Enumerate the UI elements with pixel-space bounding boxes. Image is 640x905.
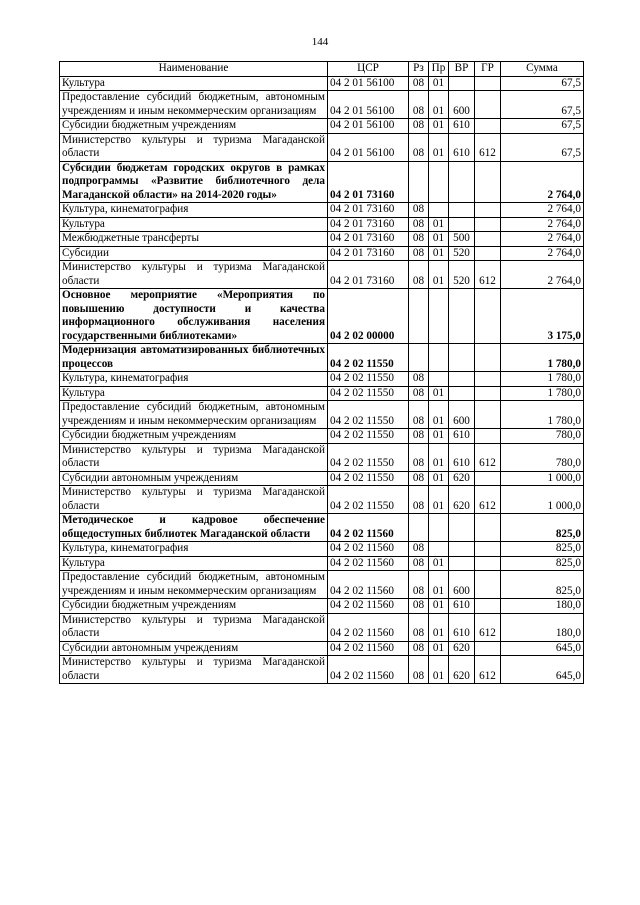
table-row — [60, 217, 584, 232]
table-row — [60, 344, 584, 372]
cell-vr: 610 — [449, 119, 475, 134]
cell-rz: 08 — [409, 76, 429, 91]
cell-pr — [429, 542, 449, 557]
table-row — [60, 76, 584, 91]
cell-sum: 1 780,0 — [501, 344, 584, 372]
cell-sum: 645,0 — [501, 641, 584, 656]
table-row — [60, 656, 584, 684]
cell-csr: 04 2 01 56100 — [328, 91, 409, 119]
cell-gr: 612 — [475, 486, 501, 514]
cell-gr — [475, 641, 501, 656]
cell-sum: 780,0 — [501, 443, 584, 471]
cell-csr: 04 2 02 11560 — [328, 613, 409, 641]
cell-vr: 600 — [449, 571, 475, 599]
cell-name: Культура — [60, 217, 328, 232]
cell-pr: 01 — [429, 217, 449, 232]
table-row — [60, 372, 584, 387]
cell-csr: 04 2 01 56100 — [328, 133, 409, 161]
cell-vr: 600 — [449, 91, 475, 119]
cell-pr: 01 — [429, 556, 449, 571]
cell-name: Министерство культуры и туризма Магаданской области — [60, 261, 328, 289]
cell-rz: 08 — [409, 599, 429, 614]
cell-rz — [409, 514, 429, 542]
cell-name: Межбюджетные трансферты — [60, 232, 328, 247]
cell-pr: 01 — [429, 571, 449, 599]
cell-vr — [449, 217, 475, 232]
cell-rz: 08 — [409, 203, 429, 218]
cell-rz: 08 — [409, 401, 429, 429]
table-row — [60, 133, 584, 161]
cell-name: Субсидии бюджетным учреждениям — [60, 119, 328, 134]
cell-rz: 08 — [409, 613, 429, 641]
cell-csr: 04 2 02 11550 — [328, 386, 409, 401]
cell-sum: 825,0 — [501, 542, 584, 557]
cell-csr: 04 2 01 73160 — [328, 203, 409, 218]
cell-gr — [475, 203, 501, 218]
cell-sum: 67,5 — [501, 76, 584, 91]
cell-csr: 04 2 02 11550 — [328, 443, 409, 471]
cell-sum: 67,5 — [501, 91, 584, 119]
cell-gr: 612 — [475, 656, 501, 684]
cell-pr: 01 — [429, 261, 449, 289]
cell-name: Министерство культуры и туризма Магаданской области — [60, 133, 328, 161]
cell-name: Модернизация автоматизированных библиотечных процессов — [60, 344, 328, 372]
cell-csr: 04 2 02 11560 — [328, 542, 409, 557]
table-row — [60, 246, 584, 261]
cell-pr — [429, 289, 449, 344]
cell-gr: 612 — [475, 133, 501, 161]
table-row — [60, 429, 584, 444]
table-row — [60, 571, 584, 599]
cell-pr: 01 — [429, 641, 449, 656]
cell-vr: 610 — [449, 133, 475, 161]
cell-rz: 08 — [409, 641, 429, 656]
cell-gr — [475, 386, 501, 401]
cell-pr — [429, 344, 449, 372]
cell-csr: 04 2 01 73160 — [328, 246, 409, 261]
cell-csr: 04 2 02 11550 — [328, 401, 409, 429]
cell-name: Основное мероприятие «Мероприятия по повышению доступности и качества информационного обслуживания населения государственными библиотеками» — [60, 289, 328, 344]
cell-vr — [449, 372, 475, 387]
cell-pr: 01 — [429, 401, 449, 429]
cell-gr — [475, 119, 501, 134]
table-row — [60, 289, 584, 344]
header-sum: Сумма — [501, 62, 584, 77]
cell-gr — [475, 344, 501, 372]
cell-sum: 645,0 — [501, 656, 584, 684]
cell-csr: 04 2 01 73160 — [328, 217, 409, 232]
cell-gr — [475, 217, 501, 232]
budget-table — [59, 61, 584, 684]
cell-sum: 825,0 — [501, 556, 584, 571]
cell-rz: 08 — [409, 471, 429, 486]
cell-rz: 08 — [409, 119, 429, 134]
cell-sum: 67,5 — [501, 119, 584, 134]
cell-sum: 2 764,0 — [501, 232, 584, 247]
header-vr: ВР — [449, 62, 475, 77]
cell-pr: 01 — [429, 119, 449, 134]
cell-csr: 04 2 02 11550 — [328, 372, 409, 387]
cell-rz: 08 — [409, 443, 429, 471]
cell-csr: 04 2 02 11550 — [328, 344, 409, 372]
cell-sum: 1 780,0 — [501, 372, 584, 387]
cell-name: Культура — [60, 386, 328, 401]
table-row — [60, 161, 584, 203]
header-rz: Рз — [409, 62, 429, 77]
header-csr: ЦСР — [328, 62, 409, 77]
cell-gr — [475, 246, 501, 261]
cell-vr: 620 — [449, 486, 475, 514]
table-row — [60, 119, 584, 134]
cell-sum: 2 764,0 — [501, 217, 584, 232]
cell-rz: 08 — [409, 556, 429, 571]
cell-gr — [475, 232, 501, 247]
table-row — [60, 203, 584, 218]
cell-gr — [475, 542, 501, 557]
cell-pr: 01 — [429, 471, 449, 486]
cell-vr — [449, 203, 475, 218]
cell-name: Субсидии автономным учреждениям — [60, 471, 328, 486]
cell-rz: 08 — [409, 91, 429, 119]
cell-vr — [449, 514, 475, 542]
cell-name: Предоставление субсидий бюджетным, автономным учреждениям и иным некоммерческим организациям — [60, 91, 328, 119]
cell-name: Культура — [60, 76, 328, 91]
cell-gr — [475, 161, 501, 203]
cell-vr — [449, 386, 475, 401]
table-row — [60, 599, 584, 614]
cell-vr: 620 — [449, 471, 475, 486]
table-row — [60, 232, 584, 247]
cell-rz: 08 — [409, 571, 429, 599]
cell-rz — [409, 161, 429, 203]
cell-name: Министерство культуры и туризма Магаданской области — [60, 486, 328, 514]
table-row — [60, 556, 584, 571]
table-row — [60, 641, 584, 656]
cell-gr: 612 — [475, 443, 501, 471]
page-number: 144 — [311, 36, 329, 48]
cell-pr: 01 — [429, 613, 449, 641]
cell-csr: 04 2 01 56100 — [328, 119, 409, 134]
cell-vr: 620 — [449, 641, 475, 656]
cell-name: Методическое и кадровое обеспечение общедоступных библиотек Магаданской области — [60, 514, 328, 542]
cell-gr — [475, 471, 501, 486]
cell-rz: 08 — [409, 246, 429, 261]
cell-vr — [449, 161, 475, 203]
table-row — [60, 514, 584, 542]
cell-pr: 01 — [429, 656, 449, 684]
cell-name: Субсидии бюджетным учреждениям — [60, 599, 328, 614]
cell-name: Культура, кинематография — [60, 542, 328, 557]
table-body — [60, 76, 584, 684]
cell-vr: 500 — [449, 232, 475, 247]
header-gr: ГР — [475, 62, 501, 77]
cell-gr — [475, 429, 501, 444]
cell-gr: 612 — [475, 261, 501, 289]
cell-vr: 610 — [449, 613, 475, 641]
cell-gr — [475, 76, 501, 91]
cell-gr — [475, 372, 501, 387]
cell-rz: 08 — [409, 656, 429, 684]
cell-sum: 2 764,0 — [501, 246, 584, 261]
cell-pr: 01 — [429, 232, 449, 247]
cell-csr: 04 2 02 11560 — [328, 571, 409, 599]
cell-rz — [409, 344, 429, 372]
cell-vr: 600 — [449, 401, 475, 429]
cell-sum: 1 780,0 — [501, 386, 584, 401]
cell-name: Субсидии бюджетным учреждениям — [60, 429, 328, 444]
cell-pr: 01 — [429, 133, 449, 161]
cell-csr: 04 2 02 11560 — [328, 556, 409, 571]
cell-sum: 180,0 — [501, 613, 584, 641]
cell-csr: 04 2 02 00000 — [328, 289, 409, 344]
cell-gr — [475, 571, 501, 599]
cell-pr: 01 — [429, 429, 449, 444]
cell-pr — [429, 161, 449, 203]
table-row — [60, 471, 584, 486]
cell-sum: 3 175,0 — [501, 289, 584, 344]
cell-sum: 2 764,0 — [501, 203, 584, 218]
cell-vr: 610 — [449, 599, 475, 614]
table-row — [60, 401, 584, 429]
cell-vr: 520 — [449, 261, 475, 289]
cell-vr — [449, 76, 475, 91]
cell-csr: 04 2 02 11550 — [328, 486, 409, 514]
cell-sum: 1 000,0 — [501, 471, 584, 486]
cell-vr — [449, 556, 475, 571]
table-row — [60, 261, 584, 289]
cell-sum: 825,0 — [501, 571, 584, 599]
cell-vr — [449, 344, 475, 372]
cell-pr — [429, 203, 449, 218]
cell-rz: 08 — [409, 429, 429, 444]
cell-name: Министерство культуры и туризма Магаданской области — [60, 656, 328, 684]
cell-sum: 825,0 — [501, 514, 584, 542]
cell-csr: 04 2 02 11550 — [328, 429, 409, 444]
cell-sum: 1 000,0 — [501, 486, 584, 514]
cell-gr — [475, 556, 501, 571]
cell-name: Министерство культуры и туризма Магаданской области — [60, 613, 328, 641]
cell-rz: 08 — [409, 217, 429, 232]
table-row — [60, 542, 584, 557]
cell-rz: 08 — [409, 261, 429, 289]
cell-name: Культура — [60, 556, 328, 571]
cell-vr — [449, 542, 475, 557]
cell-gr — [475, 91, 501, 119]
cell-gr — [475, 401, 501, 429]
cell-csr: 04 2 02 11560 — [328, 514, 409, 542]
table-header-row — [60, 62, 584, 77]
cell-pr — [429, 514, 449, 542]
cell-name: Субсидии — [60, 246, 328, 261]
cell-csr: 04 2 01 73160 — [328, 161, 409, 203]
header-name: Наименование — [60, 62, 328, 77]
cell-pr: 01 — [429, 246, 449, 261]
cell-pr — [429, 372, 449, 387]
cell-sum: 2 764,0 — [501, 161, 584, 203]
cell-csr: 04 2 02 11560 — [328, 599, 409, 614]
cell-pr: 01 — [429, 76, 449, 91]
cell-vr — [449, 289, 475, 344]
cell-rz: 08 — [409, 372, 429, 387]
cell-name: Субсидии автономным учреждениям — [60, 641, 328, 656]
cell-name: Министерство культуры и туризма Магаданской области — [60, 443, 328, 471]
cell-name: Субсидии бюджетам городских округов в рамках подпрограммы «Развитие библиотечного дела Магаданской области» на 2014-2020 годы» — [60, 161, 328, 203]
cell-gr — [475, 514, 501, 542]
cell-sum: 1 780,0 — [501, 401, 584, 429]
cell-vr: 610 — [449, 429, 475, 444]
cell-pr: 01 — [429, 599, 449, 614]
header-pr: Пр — [429, 62, 449, 77]
cell-sum: 2 764,0 — [501, 261, 584, 289]
cell-rz: 08 — [409, 486, 429, 514]
cell-csr: 04 2 02 11560 — [328, 656, 409, 684]
table-row — [60, 613, 584, 641]
cell-rz — [409, 289, 429, 344]
table-row — [60, 443, 584, 471]
cell-pr: 01 — [429, 443, 449, 471]
cell-csr: 04 2 01 73160 — [328, 232, 409, 247]
cell-sum: 780,0 — [501, 429, 584, 444]
cell-sum: 180,0 — [501, 599, 584, 614]
cell-rz: 08 — [409, 133, 429, 161]
cell-vr: 620 — [449, 656, 475, 684]
table-row — [60, 386, 584, 401]
cell-gr: 612 — [475, 613, 501, 641]
cell-pr: 01 — [429, 91, 449, 119]
cell-name: Предоставление субсидий бюджетным, автономным учреждениям и иным некоммерческим организациям — [60, 401, 328, 429]
cell-pr: 01 — [429, 386, 449, 401]
cell-name: Культура, кинематография — [60, 372, 328, 387]
cell-sum: 67,5 — [501, 133, 584, 161]
table-row — [60, 486, 584, 514]
cell-name: Предоставление субсидий бюджетным, автономным учреждениям и иным некоммерческим организациям — [60, 571, 328, 599]
cell-csr: 04 2 02 11550 — [328, 471, 409, 486]
cell-name: Культура, кинематография — [60, 203, 328, 218]
cell-pr: 01 — [429, 486, 449, 514]
cell-rz: 08 — [409, 232, 429, 247]
cell-rz: 08 — [409, 542, 429, 557]
table-row — [60, 91, 584, 119]
cell-csr: 04 2 01 56100 — [328, 76, 409, 91]
cell-gr — [475, 599, 501, 614]
cell-rz: 08 — [409, 386, 429, 401]
cell-vr: 520 — [449, 246, 475, 261]
cell-csr: 04 2 02 11560 — [328, 641, 409, 656]
cell-vr: 610 — [449, 443, 475, 471]
cell-csr: 04 2 01 73160 — [328, 261, 409, 289]
cell-gr — [475, 289, 501, 344]
